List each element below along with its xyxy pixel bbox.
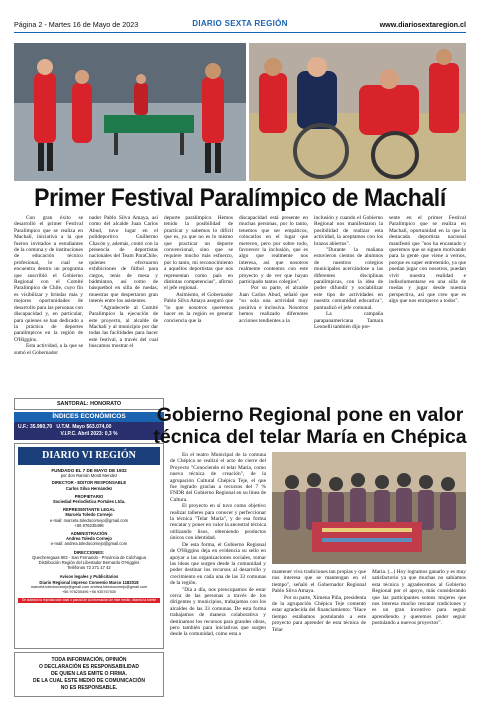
direcciones-label: DIRECCIONES:	[73, 549, 105, 555]
photo-telar-graphic	[272, 452, 466, 564]
newspaper-name: DIARIO SEXTA REGIÓN	[192, 19, 288, 28]
page-header	[14, 20, 466, 32]
notice-line-5: NO ES RESPONSABLE.	[60, 685, 118, 691]
article1-col1	[14, 215, 83, 356]
header-rule	[14, 32, 466, 33]
photo-table-tennis-graphic	[14, 43, 246, 181]
article1-col5	[314, 215, 383, 330]
headline-festival: Primer Festival Paralímpico de Machalí	[34, 184, 446, 212]
propietario-name: Sociedad Periodística Portales Ltda.	[52, 499, 126, 505]
article1-p4: "Agradecerle al Comité Paralímpico la ejecución de este proyecto, al alcalde de Machalí y al municipio por dar todas las facilidades para hacer este festival, a través del cual buscamos mostrar el	[89, 304, 158, 350]
headline-telar-line2: técnica del telar María en Chépica	[153, 426, 467, 448]
admin-label: ADMINISTRACIÓN	[70, 531, 108, 537]
indices-values	[14, 422, 164, 440]
article1-p12: sente en el primer Festival Paralímpico que se realiza en Machalí, oportunidad en la que la destacada deportista nacional manifestó que "nos ha encantado y queremos que se siguen motivando para la gente que viene a vernos, porque es super entretenido, ya que puedan jugar con nosotros, puedan vivir nuestra realidad e indisolumentarse en una silla de ruedas y jugar desde nuestra perspectiva, así que creo que es algo que nos enriquece a todos".	[389, 215, 466, 305]
utm-value: U.T.M. Mayo $63.074,00	[56, 424, 112, 430]
article2-col2	[272, 569, 366, 633]
rep-phone: +56 976235496	[74, 522, 104, 528]
article2-p2: El proyecto en sí tuvo como objetivo realizar talleres para conocer y perfeccionar la técnica "Telar María", y de esa forma rescatar y poner en valor la ancestral técnica utilizando lisos, obteniendo productos únicos con identidad.	[170, 503, 266, 542]
article1-p8: Por su parte, el alcalde Juan Carlos Abud, señaló que "su sola una actividad muy positiva e inclusiva. Nosotros hemos realizado diferentes acciones tendientes a la	[239, 285, 308, 324]
article2-col1	[170, 452, 266, 638]
fundador: por don Ramón Montt Mendez	[60, 473, 118, 479]
photo-telar-group	[272, 452, 466, 564]
notice-line-1: TODA INFORMACIÓN, OPINIÓN	[51, 657, 127, 663]
article1-p10: "Durante la mañana estuvieron cientos de alumnos de nuestros colegios municipales acercándose a las diferentes disciplinas paralímpicas, con la idea de poder difundir y sociabilizar este tipo de actividades en nuestra comunidad educativa", puntualizó el jefe comunal.	[314, 247, 383, 311]
page-number-date: Página 2 - Martes 16 de Mayo de 2023	[14, 20, 139, 29]
headline-telar	[150, 404, 470, 448]
article1-p6: Asimismo, el Gobernador Pablo Silva Amaya aseguró que "lo que nosotros queremos hacer en la región es generar conciencia que la	[164, 291, 233, 324]
photo-wheelchair-basketball	[249, 43, 466, 181]
admin-name: Andrea Toledo Cornejo	[66, 536, 112, 542]
photo-wheelchair-graphic	[249, 43, 466, 181]
direccion-2: Distribución Región del Libertador Bernardo O'Higgins	[38, 560, 140, 566]
rep-label: REPRESENTANTE LEGAL	[62, 507, 116, 513]
article2-p5: mantener viva tradiciones tan propias y que nos interesa que se mantengan en el tiempo", señaló el Gobernador Regional Pablo Silva Amaya.	[272, 569, 367, 595]
article2-p6: Por su parte, Ximena Piña, presidenta de la agrupación Chépica Teje comentó estar agradecida del financiamiento: "Hace tiempo estábamos postulando a este proyecto para aprender de esta técnica de Telar	[272, 594, 366, 633]
photo-table-tennis	[14, 43, 246, 181]
ipc-value: V.I.P.C. Abril 2023: 0,3 %	[60, 431, 118, 437]
article2-p7: María. (...) Hoy logramos ganarlo y es muy satisfactorio ya que muchas no sabíamos esta técnica y agradecemos al Gobierno Regional por el apoyo, más considerando que las participantes somos mujeres que nos interesa mucho rescatar tradiciones y es un gran incentivo para seguir aprendiendo y queremos poder seguir postulando a nuevos proyectos".	[372, 569, 466, 627]
masthead-logo: DIARIO VI REGIÓN	[18, 447, 160, 465]
article2-p4: "Día a día, nos preocupamos de estar cerca de las personas a través de los dirigentes y municipios, trabajamos con los alcaldes de las 33 comunas. De esta forma trabajamos de manera colaborativa y destinamos los recursos para grandes obras, pero también para iniciativas que surgen desde la comunidad, como esta a	[170, 586, 266, 638]
article1-p5: deporte paralímpico. Hemos tenido la posibilidad de practicar y sabemos lo difícil que es, ya que no es lo mismo que practicar un deporte convencional, sino que se requiere mucho más esfuerzo, por lo tanto, mi reconocimiento a aquellos deportistas que nos representan como país en distintas competencias", afirmó el jefe regional.	[164, 215, 233, 292]
convenio: Diario Regional impreso Convenio Marco 1182018	[39, 579, 139, 585]
article2-p3: De esta forma, el Gobierno Regional de O'Higgins deja en evidencia su sello en apoyar a las organizaciones sociales, tomar las ideas que surgen desde la comunidad y poder destinar los recursos al desarrollo y crecimiento en cada una de las 33 comunas de la región.	[170, 541, 266, 587]
article2-col3	[372, 569, 466, 627]
article1-col6	[389, 215, 466, 305]
article1-p2: Esta actividad, a la que se sumó el Gobernador	[14, 343, 83, 356]
website-link[interactable]: www.diariosextaregion.cl	[379, 20, 466, 29]
article1-col3	[164, 215, 233, 324]
contact-phones: +56 976235496 +56 935767530	[61, 590, 117, 595]
director-label: DIRECTOR - EDITOR RESPONSABLE	[51, 480, 127, 486]
notice-line-3: DE QUIEN LAS EMITE O FIRMA.	[50, 671, 128, 677]
uf-value: U.F.: 35.980,70	[18, 424, 53, 430]
rep-mail[interactable]: e-mail: marcela.toledocornejo@gmail.com	[49, 517, 129, 523]
admin-mail[interactable]: e-mail: andrea.toledocornejo@gmail.com	[50, 541, 128, 547]
direccion-1: Quechereguas 902 - San Fernando - Provincia de Colchagua	[32, 554, 146, 560]
article1-p9: inclusión y cuando el Gobierno Regional nos manifestaron la posibilidad de realizar esta actividad, la aceptamos con los brazos abiertos".	[314, 215, 383, 247]
article1-p3: nador Pablo Silva Amaya, así como del alcalde Juan Carlos Abud, tuvo lugar en el polideportivo Guillermo Chacón y, además, contó con la presencia de deportistas nacionales del Team ParaChile, quienes efectuaron exhibiciones de fútbol para ciegos, tenis de mesa y bádminton, así como de básquetbol en silla de ruedas, muestras que despertaron gran interés entre los asistentes.	[89, 215, 158, 305]
reproduction-note: Se autoriza la reproducción total o parcial de la información de este medio, citando la fuente	[18, 598, 160, 603]
article1-p7: discapacidad está presente en muchas personas, por lo tanto, tenemos que ser empáticos, colocarlos en el lugar que merecen, pero por sobre todo, favorecer la inclusión, que es algo que realmente nos interesa, así que nosotros realmente contentos con este proyecto y de ver que hayan participado tantos colegios".	[239, 215, 308, 286]
director-name: Carlos Silva Hernández	[65, 485, 113, 491]
propietario-label: PROPIETARIO	[74, 493, 104, 499]
avisos-label: Avisos legales y Publicitarios	[59, 574, 119, 580]
article1-col2	[89, 215, 158, 350]
headline-telar-line1: Gobierno Regional pone en valor	[156, 404, 464, 426]
indices-title: ÍNDICES ECONÓMICOS	[14, 412, 164, 422]
article1-p1: Con gran éxito se desarrolló el primer Festival Paralímpico que se realiza en Machalí, iniciativa a la que fueron invitados a estudiantes de la comuna y de instituciones de educación técnico profesional, lo cual se encuentra dentro un programa que suscribió el Gobierno Regional con el Comité Paralímpico de Chile, cuyo fin es visibilizar y brindar más y mejores oportunidades de desarrollo para las personas con discapacidad y, en particular, para quienes se han dedicado a la práctica de deportes paralímpicos en la región de O'Higgins.	[14, 215, 83, 343]
sidebar-masthead	[14, 398, 164, 694]
masthead-box	[14, 443, 164, 649]
direccion-3: Teléfonos 72 271 17 42	[67, 565, 111, 571]
notice-line-4: DE LA CUAL ESTE MEDIO DE COMUNICACIÓN	[33, 678, 145, 684]
article1-p11: La campaña parapanamericana Tamara Leonelli también dijo pre-	[314, 311, 383, 330]
notice-line-2: O DECLARACIÓN ES RESPONSABILIDAD	[38, 664, 139, 670]
article1-col4	[239, 215, 308, 324]
rep-name: Marcela Toledo Cornejo	[65, 512, 113, 518]
santoral-box: SANTORAL: HONORATO	[14, 398, 164, 410]
article2-p1: En el teatro Municipal de la comuna de Chépica se realizó el acto de cierre del Proyecto "Conociendo el telar María, como nueva técnica de creación", de la agrupación Cultural Chépica Teje, el que fue logrado gracias a recursos del 7 % FNDR del Gobierno Regional en su línea de Cultura.	[170, 452, 266, 503]
fundado: FUNDADO EL 7 DE MAYO DE 1932	[51, 468, 127, 473]
contact-emails[interactable]: marcela.toledocornejo@gmail.com andrea.toledocornejo@gmail.com	[30, 584, 148, 589]
disclaimer-box	[14, 652, 164, 697]
